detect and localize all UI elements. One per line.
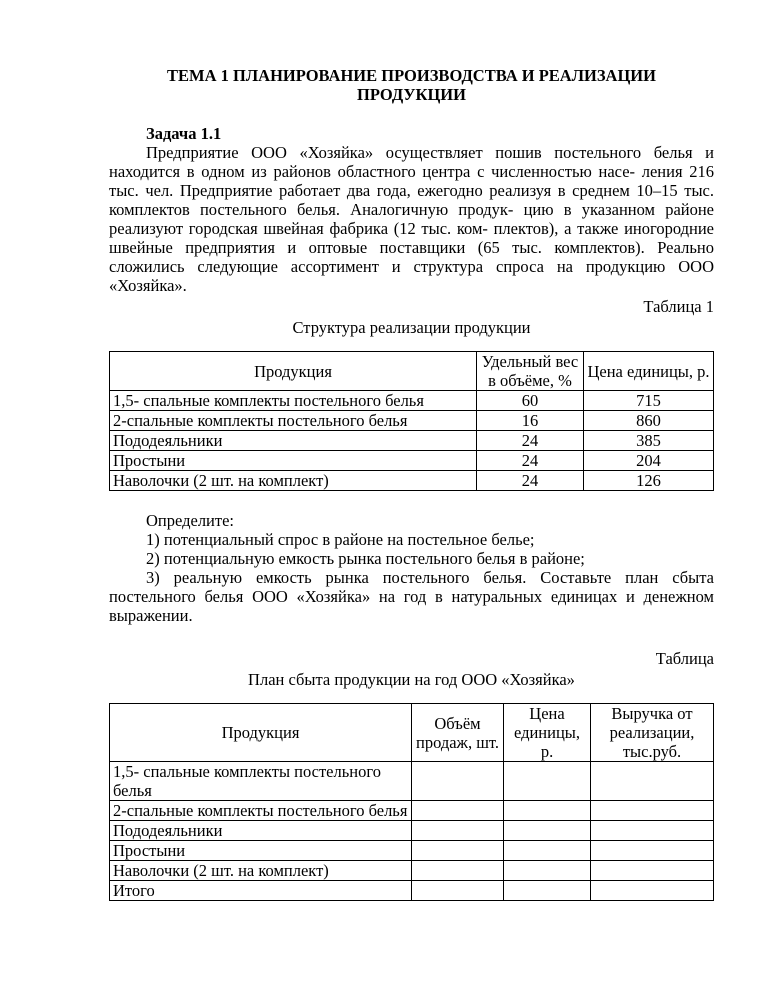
table2-cell-volume	[412, 762, 504, 801]
table2-cell-volume	[412, 801, 504, 821]
question-item: 1) потенциальный спрос в районе на постельное белье;	[146, 530, 535, 549]
table1-cell-price: 385	[584, 431, 714, 451]
table2-cell-price	[504, 841, 591, 861]
table-row	[110, 451, 714, 471]
table1-cell-price: 204	[584, 451, 714, 471]
questions-block	[109, 511, 714, 625]
task-text: Предприятие ООО «Хозяйка» осуществляет пошив постельного белья и находится в одном из районов областного центра с численностью насе- ления 216 тыс. чел. Предприятие работает два года, ежегодно реализуя в среднем 10–15 тыс. комплектов постельного белья. Аналогичную продук- цию в указанном районе реализуют городская швейная фабрика (12 тыс. ком- плектов), а также иногородние швейные предприятия и оптовые поставщики (65 тыс. комплектов). Реально сложились следующие ассортимент и структура спроса на продукцию ООО «Хозяйка».	[109, 143, 714, 295]
table2-cell-volume	[412, 841, 504, 861]
task-heading: Задача 1.1	[146, 124, 222, 143]
table2-cell-volume	[412, 861, 504, 881]
table2-cell-price	[504, 861, 591, 881]
table-row	[110, 841, 714, 861]
table-row	[110, 881, 714, 901]
topic-title	[109, 66, 714, 104]
table-row	[110, 801, 714, 821]
table2-cell-price	[504, 881, 591, 901]
table1-cell-share: 16	[477, 411, 584, 431]
table2-header-price: Цена единицы, р.	[504, 704, 591, 762]
table2-header-row	[110, 704, 714, 762]
table2-cell-revenue	[591, 861, 714, 881]
table2-cell-revenue	[591, 881, 714, 901]
table2-cell-product: Итого	[110, 881, 412, 901]
table-row	[110, 391, 714, 411]
table1-header-row	[110, 352, 714, 391]
table2-cell-volume	[412, 881, 504, 901]
table1-cell-share: 24	[477, 451, 584, 471]
table2-cell-revenue	[591, 841, 714, 861]
table2-caption: План сбыта продукции на год ООО «Хозяйка»	[248, 670, 575, 689]
question-item: 3) реальную емкость рынка постельного белья. Составьте план сбыта постельного белья ООО «Хозяйка» на год в натуральных единицах и денежном выражении.	[109, 568, 714, 625]
table2-cell-product: 2-спальные комплекты постельного белья	[110, 801, 412, 821]
table1-header-product: Продукция	[110, 352, 477, 391]
question-item: 2) потенциальную емкость рынка постельного белья в районе;	[146, 549, 585, 568]
topic-title-line1: ТЕМА 1 ПЛАНИРОВАНИЕ ПРОИЗВОДСТВА И РЕАЛИЗАЦИИ	[167, 66, 656, 85]
table2-cell-revenue	[591, 801, 714, 821]
table-row	[110, 471, 714, 491]
table2-cell-volume	[412, 821, 504, 841]
table1-cell-price: 126	[584, 471, 714, 491]
table1-header-price: Цена единицы, р.	[584, 352, 714, 391]
table2-cell-revenue	[591, 821, 714, 841]
table2-cell-product: Простыни	[110, 841, 412, 861]
table2-header-product: Продукция	[110, 704, 412, 762]
table2-cell-price	[504, 821, 591, 841]
topic-title-line2: ПРОДУКЦИИ	[357, 85, 466, 104]
table2-header-volume: Объём продаж, шт.	[412, 704, 504, 762]
table-row	[110, 821, 714, 841]
table1-cell-share: 60	[477, 391, 584, 411]
table-row	[110, 431, 714, 451]
table1-cell-share: 24	[477, 471, 584, 491]
table1-cell-product: Наволочки (2 шт. на комплект)	[110, 471, 477, 491]
table1-cell-product: Простыни	[110, 451, 477, 471]
table-row	[110, 861, 714, 881]
table2-cell-product: 1,5- спальные комплекты постельного белья	[110, 762, 412, 801]
table2	[109, 703, 714, 901]
table1-label: Таблица 1	[643, 297, 714, 316]
table1	[109, 351, 714, 491]
table2-cell-product: Пододеяльники	[110, 821, 412, 841]
table-row	[110, 411, 714, 431]
table2-cell-price	[504, 801, 591, 821]
questions-intro: Определите:	[146, 511, 235, 530]
table-row	[110, 762, 714, 801]
table1-cell-price: 715	[584, 391, 714, 411]
table1-cell-product: 2-спальные комплекты постельного белья	[110, 411, 477, 431]
table1-cell-price: 860	[584, 411, 714, 431]
table2-cell-price	[504, 762, 591, 801]
table1-cell-product: Пододеяльники	[110, 431, 477, 451]
table1-cell-product: 1,5- спальные комплекты постельного белья	[110, 391, 477, 411]
table2-label: Таблица	[655, 649, 714, 668]
table2-cell-revenue	[591, 762, 714, 801]
table1-cell-share: 24	[477, 431, 584, 451]
table1-caption: Структура реализации продукции	[292, 318, 531, 337]
table2-cell-product: Наволочки (2 шт. на комплект)	[110, 861, 412, 881]
table1-header-share: Удельный вес в объёме, %	[477, 352, 584, 391]
table2-header-revenue: Выручка от реализации, тыс.руб.	[591, 704, 714, 762]
document-page	[109, 66, 714, 901]
